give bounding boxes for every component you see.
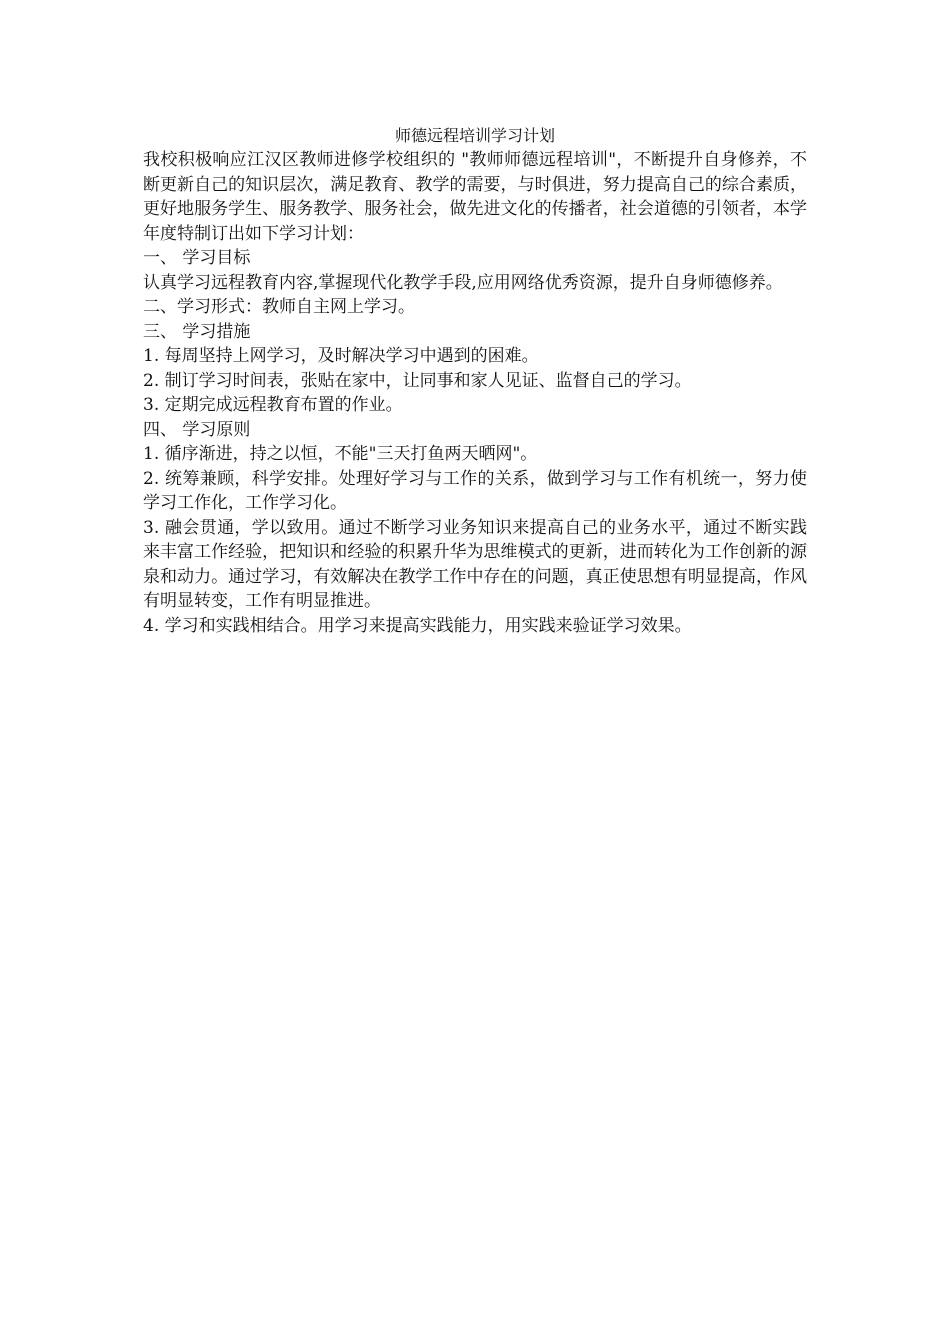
measure-item: 3. 定期完成远程教育布置的作业。 — [143, 395, 403, 415]
document-title: 师德远程培训学习计划 — [394, 126, 555, 145]
section-heading-measures: 三、 学习措施 — [143, 321, 251, 342]
measure-item: 1. 每周坚持上网学习，及时解决学习中遇到的困难。 — [143, 346, 539, 366]
principle-item: 3. 融会贯通，学以致用。通过不断学习业务知识来提高自己的业务水平，通过不断实践来丰富工作经验，把知识和经验的积累升华为思维模式的更新，进而转化为工作创新的源泉和动力。通过学习，有效解决在教学工作中存在的问题，真正使思想有明显提高，作风有明显转变，工作有明显推进。 — [143, 517, 807, 611]
section-heading-format: 二、学习形式：教师自主网上学习。 — [143, 297, 415, 317]
principle-item: 1. 循序渐进，持之以恒，不能"三天打鱼两天晒网"。 — [143, 444, 538, 464]
principle-item: 4. 学习和实践相结合。用学习来提高实践能力，用实践来验证学习效果。 — [143, 615, 692, 636]
principle-item: 2. 统筹兼顾，科学安排。处理好学习与工作的关系，做到学习与工作有机统一，努力使学习工作化，工作学习化。 — [143, 468, 807, 513]
section-heading-principles: 四、 学习原则 — [143, 419, 251, 440]
measure-item: 2. 制订学习时间表，张贴在家中，让同事和家人见证、监督自己的学习。 — [143, 370, 692, 391]
document-body — [143, 124, 807, 638]
goals-paragraph: 认真学习远程教育内容,掌握现代化教学手段,应用网络优秀资源，提升自身师德修养。 — [143, 272, 783, 293]
intro-paragraph: 我校积极响应江汉区教师进修学校组织的 "教师师德远程培训"，不断提升自身修养，不断更新自己的知识层次，满足教育、教学的需要，与时俱进，努力提高自己的综合素质，更好地服务学生、服务教学、服务社会，做先进文化的传播者，社会道德的引领者，本学年度特制订出如下学习计划： — [143, 150, 807, 244]
section-heading-goals: 一、 学习目标 — [143, 248, 251, 268]
